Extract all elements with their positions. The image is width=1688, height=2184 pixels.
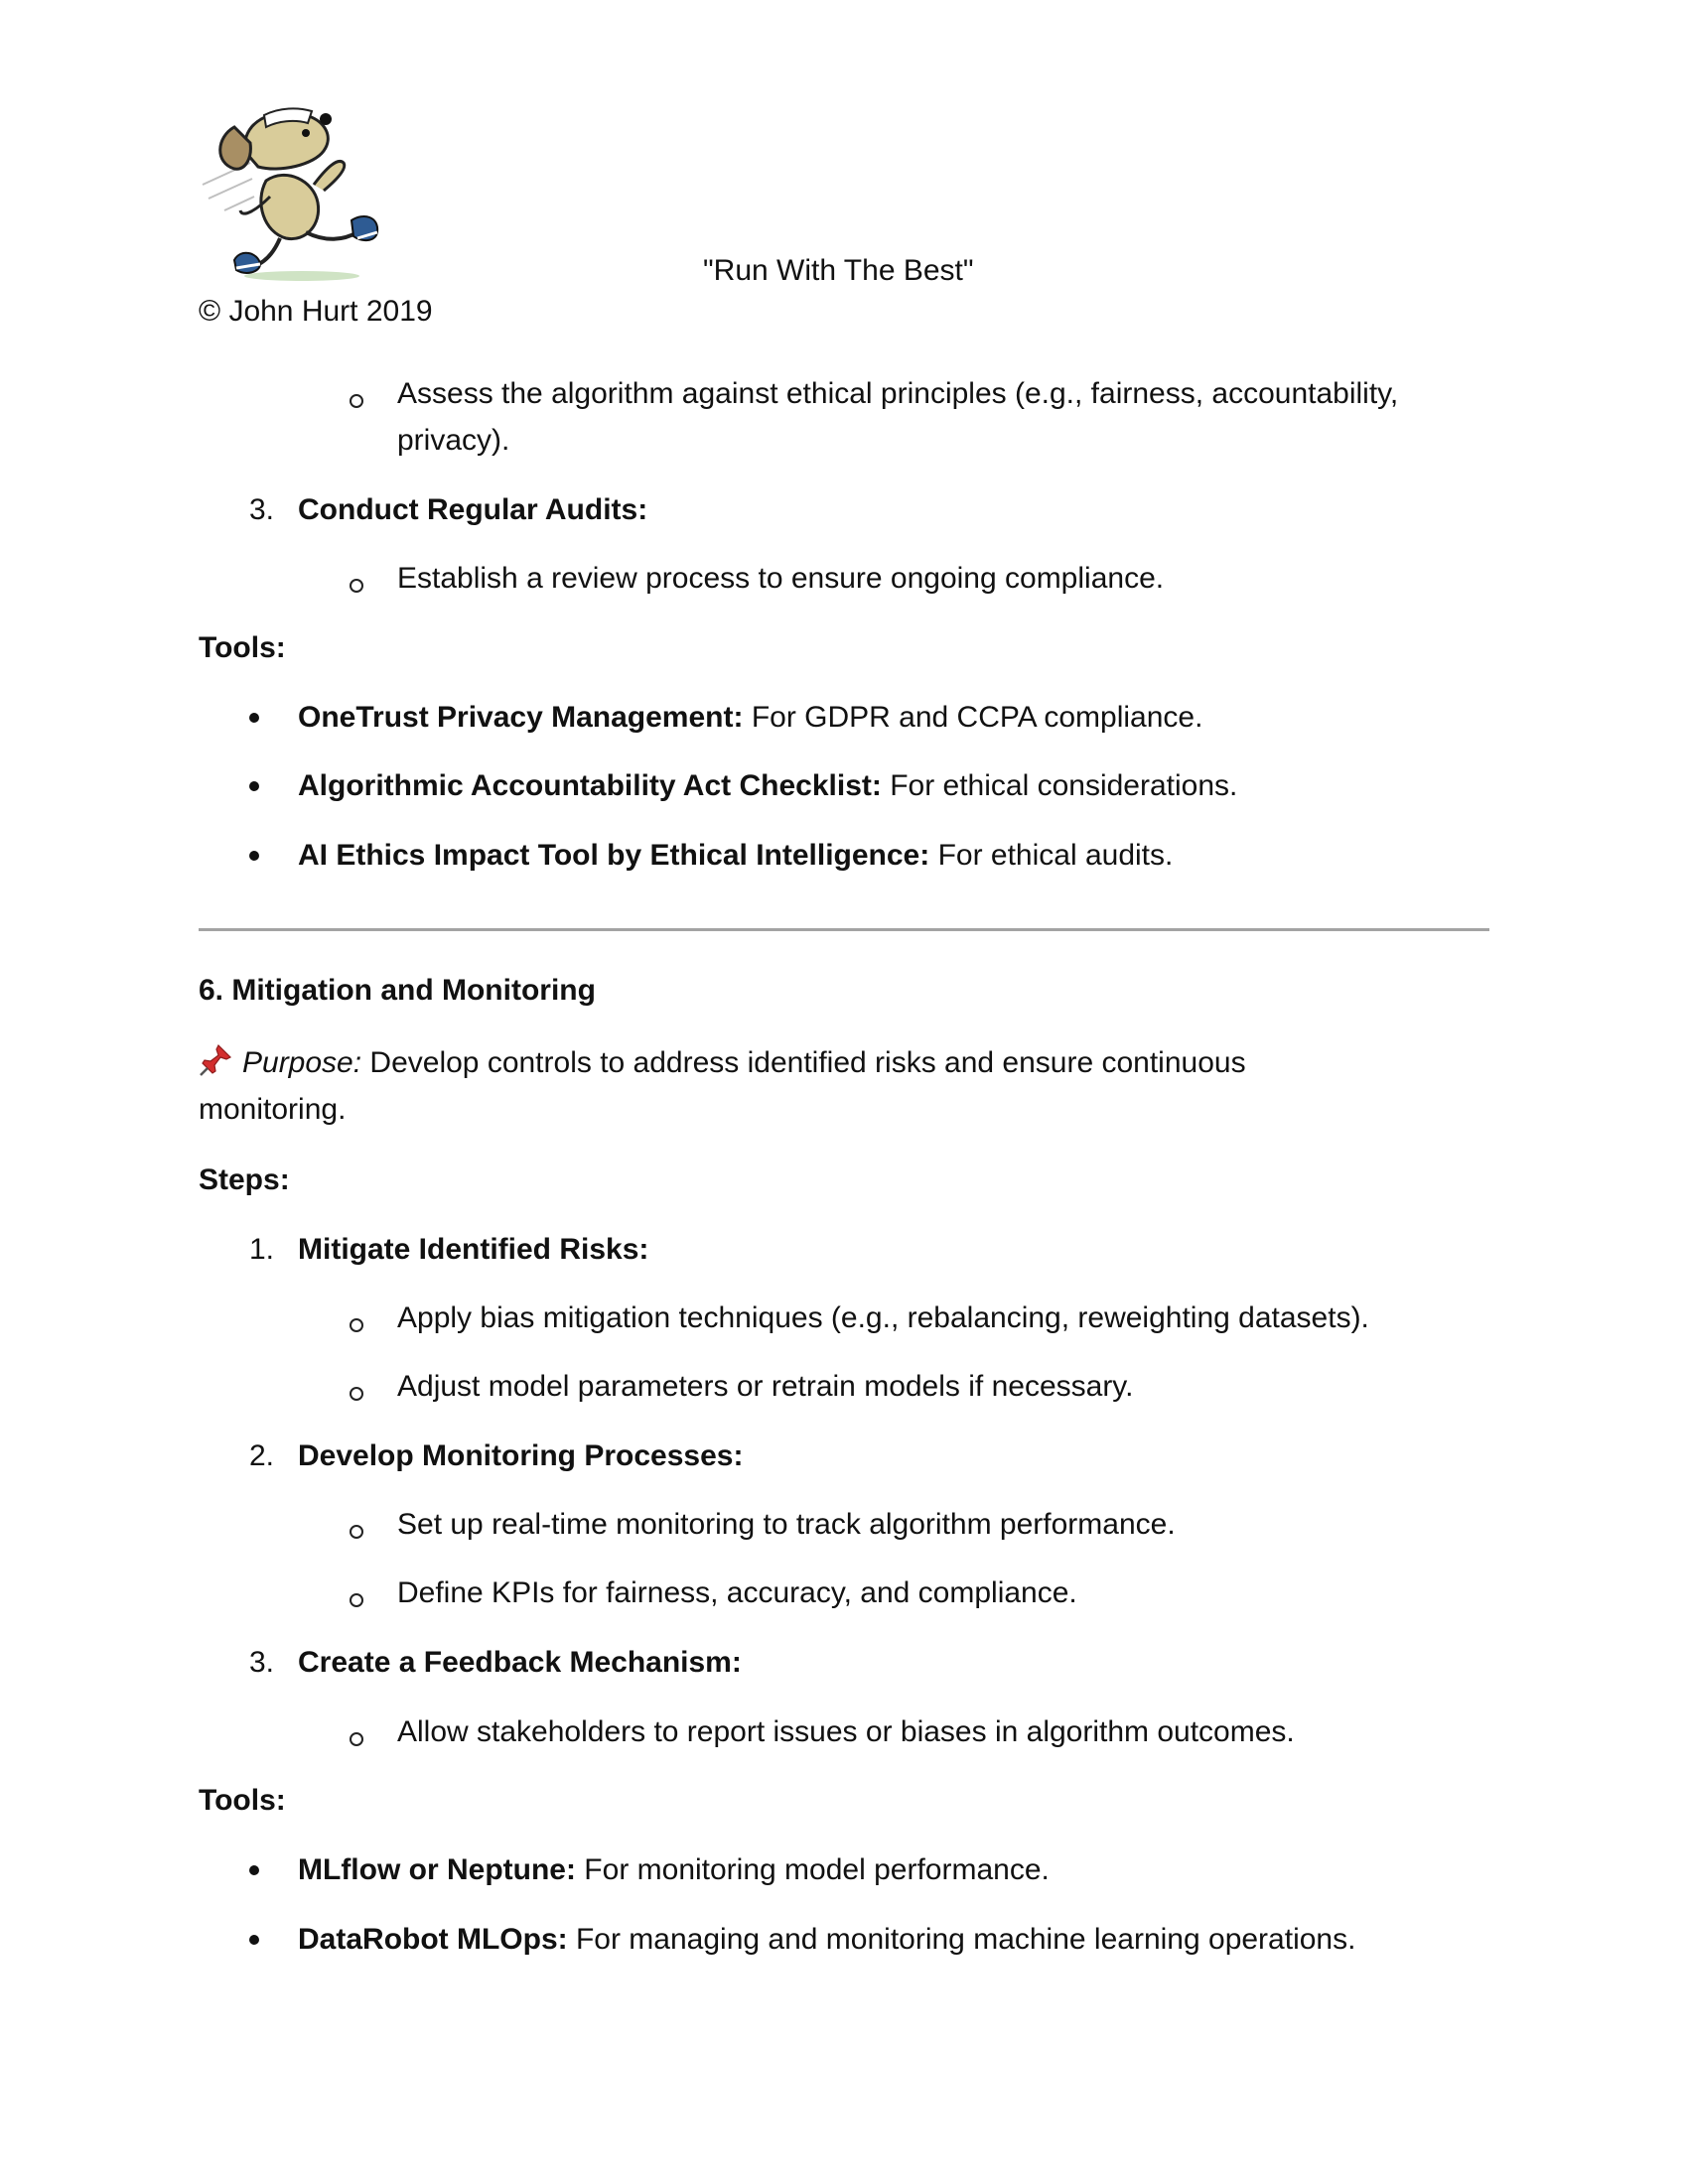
tool-name: DataRobot MLOps:: [298, 1923, 568, 1956]
sub-bullet-marker: [350, 579, 363, 593]
step-number: 3.: [248, 1646, 274, 1679]
steps-heading: Steps:: [199, 1163, 290, 1196]
list-item: Set up real-time monitoring to track algorithm performance.: [397, 1508, 1176, 1541]
tool-item: [298, 694, 1202, 741]
tools-heading: Tools:: [199, 1784, 286, 1817]
list-item: Assess the algorithm against ethical principles (e.g., fairness, accountability, privacy).: [397, 377, 1399, 457]
running-dog-logo-icon: [195, 93, 383, 288]
bullet-marker: [249, 713, 259, 723]
sub-bullet-marker: [350, 1525, 363, 1539]
horizontal-divider: [199, 928, 1489, 931]
tool-desc: For ethical considerations.: [881, 769, 1238, 802]
bullet-marker: [249, 851, 259, 861]
purpose-label: Purpose:: [242, 1046, 362, 1079]
step-title: Develop Monitoring Processes:: [298, 1439, 744, 1472]
step-title: Conduct Regular Audits:: [298, 493, 648, 526]
step-number: 1.: [248, 1233, 274, 1266]
list-item: Allow stakeholders to report issues or biases in algorithm outcomes.: [397, 1715, 1295, 1748]
step-number: 2.: [248, 1439, 274, 1472]
tool-name: OneTrust Privacy Management:: [298, 701, 744, 734]
purpose-text: Develop controls to address identified risks and ensure continuous monitoring.: [199, 1046, 1246, 1126]
list-item: Establish a review process to ensure ongoing compliance.: [397, 562, 1165, 595]
list-item: Adjust model parameters or retrain models if necessary.: [397, 1370, 1134, 1403]
step-title: Mitigate Identified Risks:: [298, 1233, 649, 1266]
purpose-paragraph: [199, 1039, 1350, 1133]
step-title: Create a Feedback Mechanism:: [298, 1646, 742, 1679]
tool-desc: For ethical audits.: [929, 839, 1174, 872]
tools-heading: Tools:: [199, 631, 286, 664]
tool-name: AI Ethics Impact Tool by Ethical Intelligence:: [298, 839, 930, 872]
pushpin-icon: [199, 1043, 232, 1077]
tool-item: [298, 1916, 1355, 1963]
sub-bullet-marker: [350, 1593, 363, 1607]
step-number: 3.: [248, 493, 274, 526]
sub-bullet-marker: [350, 1732, 363, 1746]
tool-desc: For monitoring model performance.: [575, 1853, 1050, 1886]
sub-bullet-marker: [350, 394, 363, 408]
tagline: "Run With The Best": [703, 254, 974, 287]
sub-bullet-marker: [350, 1387, 363, 1401]
list-item: Apply bias mitigation techniques (e.g., rebalancing, reweighting datasets).: [397, 1301, 1369, 1334]
tool-item: [298, 1846, 1050, 1893]
tool-name: MLflow or Neptune:: [298, 1853, 576, 1886]
copyright-notice: © John Hurt 2019: [199, 295, 433, 328]
tool-name: Algorithmic Accountability Act Checklist:: [298, 769, 882, 802]
tool-desc: For managing and monitoring machine learning operations.: [567, 1923, 1356, 1956]
list-item: Define KPIs for fairness, accuracy, and compliance.: [397, 1576, 1077, 1609]
bullet-marker: [249, 1935, 259, 1945]
tool-item: [298, 832, 1173, 879]
bullet-marker: [249, 781, 259, 791]
bullet-marker: [249, 1865, 259, 1875]
section-heading: 6. Mitigation and Monitoring: [199, 974, 596, 1007]
tool-desc: For GDPR and CCPA compliance.: [743, 701, 1203, 734]
tool-item: [298, 762, 1237, 809]
sub-bullet-marker: [350, 1318, 363, 1332]
